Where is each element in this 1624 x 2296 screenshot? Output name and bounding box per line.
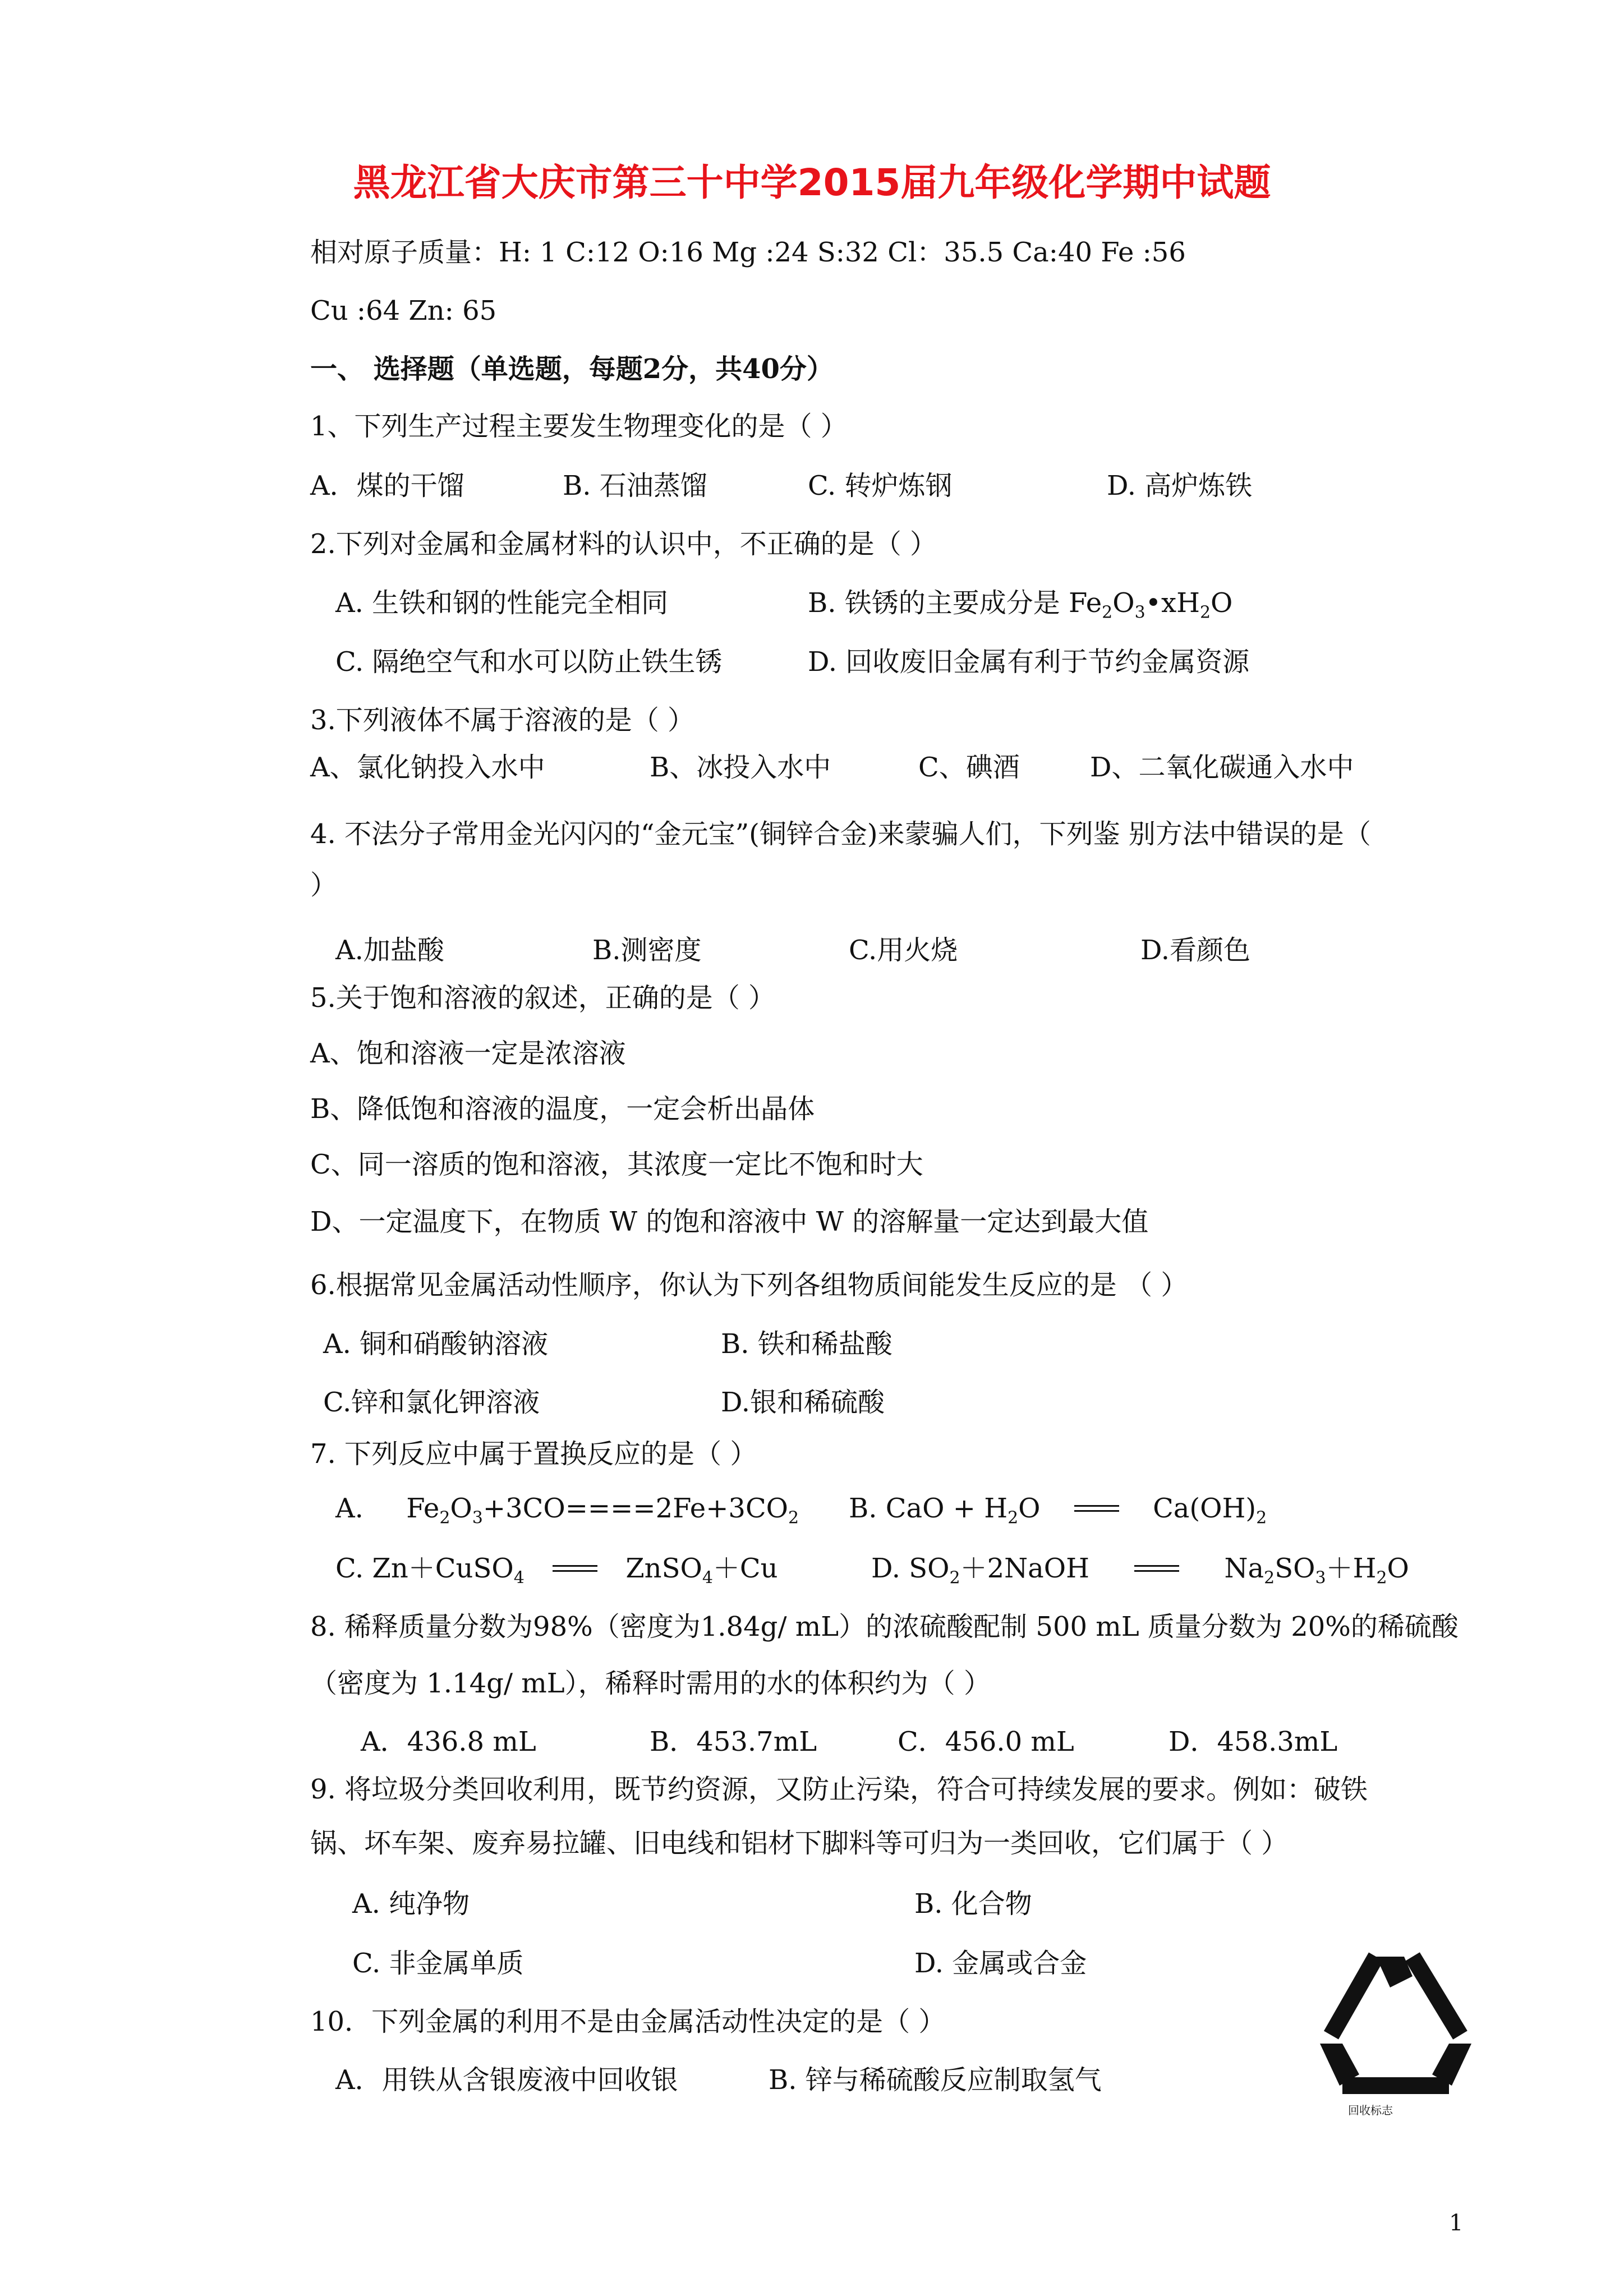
question-8-stem-line-1: 8. 稀释质量分数为98%（密度为1.84g/ mL）的浓硫酸配制 500 mL 质量分数为 20%的稀硫酸 bbox=[310, 1611, 1459, 1642]
question-4-stem-line-1: 4. 不法分子常用金光闪闪的“金元宝”(铜锌合金)来蒙骗人们，下列鉴 别方法中错误的是（ bbox=[310, 818, 1371, 850]
question-3-stem: 3.下列液体不属于溶液的是（ ） bbox=[310, 705, 695, 736]
logo-caption: 回收标志 bbox=[1348, 2104, 1393, 2117]
question-5-option-b: B、降低饱和溶液的温度，一定会析出晶体 bbox=[310, 1093, 815, 1125]
question-7-option-b: B. CaO + $H_2O$ $Ca(OH)_2$ bbox=[849, 1493, 1267, 1528]
question-7-option-d: D. $SO_2+2NaOH$ $Na_2SO_3+H_2O$ bbox=[871, 1553, 1409, 1588]
question-6-option-d: D.银和稀硫酸 bbox=[721, 1387, 885, 1418]
question-6-option-c: C.锌和氯化钾溶液 bbox=[323, 1387, 540, 1418]
question-4-stem-line-2: ） bbox=[310, 869, 338, 901]
question-3-option-b: B、冰投入水中 bbox=[650, 752, 831, 783]
question-5-option-a: A、饱和溶液一定是浓溶液 bbox=[310, 1038, 626, 1069]
question-3-option-d: D、二氧化碳通入水中 bbox=[1090, 752, 1354, 783]
question-6-option-a: A. 铜和硝酸钠溶液 bbox=[323, 1328, 549, 1360]
question-4-option-b: B.测密度 bbox=[592, 935, 702, 966]
question-4-option-a: A.加盐酸 bbox=[335, 935, 444, 966]
question-2-option-d: D. 回收废旧金属有利于节约金属资源 bbox=[808, 646, 1250, 678]
section-heading: 一、 选择题（单选题，每题2分，共40分） bbox=[310, 353, 834, 385]
question-7-option-a: A. $Fe_2O_3+3CO====2Fe+3CO_2$ bbox=[335, 1493, 799, 1528]
question-1-option-c: C. 转炉炼钢 bbox=[808, 470, 953, 501]
recycle-icon bbox=[1309, 1945, 1483, 2114]
question-9-option-d: D. 金属或合金 bbox=[914, 1948, 1087, 1979]
equals-sign bbox=[553, 1562, 597, 1575]
question-9-option-b: B. 化合物 bbox=[914, 1888, 1032, 1920]
question-9-stem-line-1: 9. 将垃圾分类回收利用，既节约资源，又防止污染，符合可持续发展的要求。例如：破铁 bbox=[310, 1774, 1368, 1805]
question-1-option-a: A．煤的干馏 bbox=[310, 470, 464, 501]
question-2-option-b: B. 铁锈的主要成分是 $Fe_2O_3•xH_2O$ bbox=[808, 587, 1233, 623]
equals-sign bbox=[1134, 1562, 1179, 1575]
question-10-stem: 10．下列金属的利用不是由金属活动性决定的是（ ） bbox=[310, 2006, 946, 2037]
question-2-option-a: A. 生铁和钢的性能完全相同 bbox=[335, 587, 669, 619]
question-4-option-d: D.看颜色 bbox=[1140, 935, 1251, 966]
question-9-option-a: A. 纯净物 bbox=[352, 1888, 470, 1920]
question-1-option-b: B. 石油蒸馏 bbox=[563, 470, 707, 501]
question-8-option-d: D．458.3mL bbox=[1168, 1726, 1338, 1757]
question-4-option-c: C.用火烧 bbox=[849, 935, 958, 966]
question-6-stem: 6.根据常见金属活动性顺序，你认为下列各组物质间能发生反应的是 （ ） bbox=[310, 1269, 1188, 1301]
question-8-option-c: C．456.0 mL bbox=[898, 1726, 1074, 1757]
question-2-option-c: C. 隔绝空气和水可以防止铁生锈 bbox=[335, 646, 723, 678]
question-3-option-a: A、氯化钠投入水中 bbox=[310, 752, 545, 783]
question-5-stem: 5.关于饱和溶液的叙述，正确的是（ ） bbox=[310, 982, 776, 1014]
question-7-option-c: C. Zn＋CuSO$_4$ ZnSO$_4$＋Cu bbox=[335, 1553, 778, 1588]
question-7-stem: 7. 下列反应中属于置换反应的是（ ） bbox=[310, 1438, 757, 1470]
question-2-stem: 2.下列对金属和金属材料的认识中，不正确的是（ ） bbox=[310, 528, 937, 560]
atomic-mass-line-1: 相对原子质量：H: 1 C:12 O:16 Mg :24 S:32 Cl：35.5 Ca:40 Fe :56 bbox=[310, 237, 1186, 268]
question-3-option-c: C、碘酒 bbox=[918, 752, 1020, 783]
question-10-option-a: A．用铁从含银废液中回收银 bbox=[335, 2064, 678, 2096]
page-number: 1 bbox=[1449, 2210, 1464, 2236]
question-1-option-d: D. 高炉炼铁 bbox=[1107, 470, 1253, 501]
atomic-mass-line-2: Cu :64 Zn: 65 bbox=[310, 295, 497, 326]
question-5-option-d: D、一定温度下，在物质 W 的饱和溶液中 W 的溶解量一定达到最大值 bbox=[310, 1206, 1149, 1237]
page-title: 黑龙江省大庆市第三十中学2015届九年级化学期中试题 bbox=[353, 161, 1271, 204]
question-5-option-c: C、同一溶质的饱和溶液，其浓度一定比不饱和时大 bbox=[310, 1149, 923, 1180]
question-9-option-c: C. 非金属单质 bbox=[352, 1948, 524, 1979]
question-8-option-b: B．453.7mL bbox=[650, 1726, 817, 1757]
question-8-stem-line-2: （密度为 1.14g/ mL），稀释时需用的水的体积约为（ ） bbox=[310, 1668, 991, 1699]
question-10-option-b: B. 锌与稀硫酸反应制取氢气 bbox=[769, 2064, 1102, 2096]
equals-sign bbox=[1074, 1502, 1119, 1515]
question-1-stem: 1、下列生产过程主要发生物理变化的是（ ） bbox=[310, 411, 848, 442]
question-9-stem-line-2: 锅、坏车架、废弃易拉罐、旧电线和铝材下脚料等可归为一类回收，它们属于（ ） bbox=[310, 1828, 1289, 1859]
question-6-option-b: B. 铁和稀盐酸 bbox=[721, 1328, 892, 1360]
question-8-option-a: A．436.8 mL bbox=[361, 1726, 536, 1757]
